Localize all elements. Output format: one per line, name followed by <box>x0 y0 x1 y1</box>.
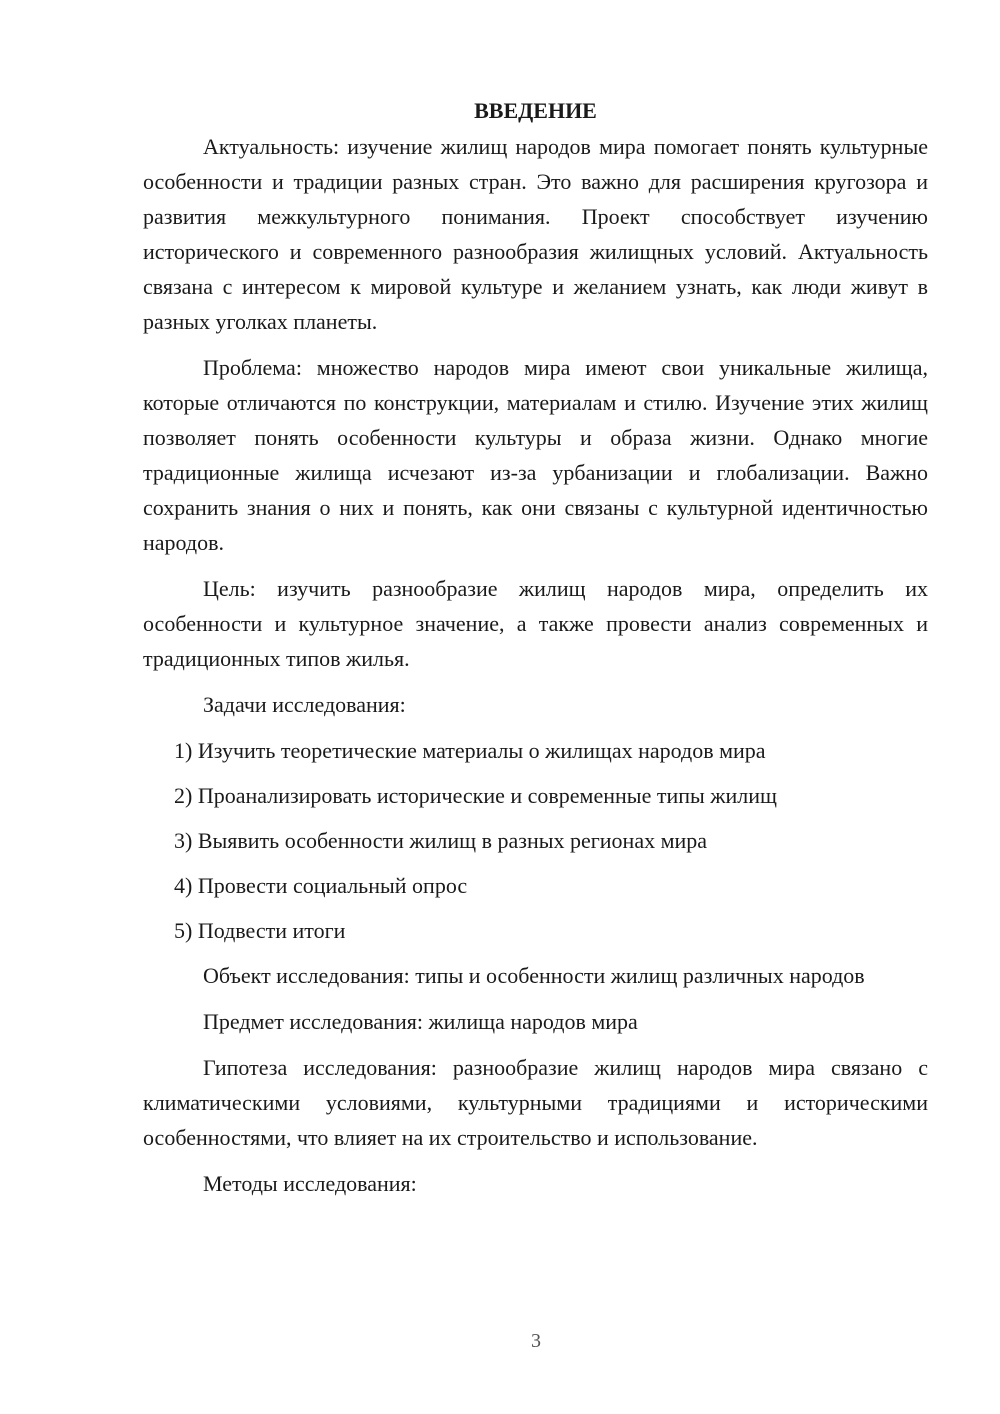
task-item: 3) Выявить особенности жилищ в разных регионах мира <box>174 828 708 853</box>
document-page <box>143 93 928 1212</box>
paragraph-goal: Цель: изучить разнообразие жилищ народов мира, определить их особенности и культурное значение, а также провести анализ современных и традиционных типов жилья. <box>143 576 928 671</box>
task-item: 5) Подвести итоги <box>174 918 346 943</box>
paragraph-relevance: Актуальность: изучение жилищ народов мира помогает понять культурные особенности и традиции разных стран. Это важно для расширения кругозора и развития межкультурного понимания. Проект способствует изучению исторического и современного разнообразия жилищных условий. Актуальность связана с интересом к мировой культуре и желанием узнать, как люди живут в разных уголках планеты. <box>143 134 928 334</box>
methods-heading: Методы исследования: <box>203 1171 417 1196</box>
task-item: 1) Изучить теоретические материалы о жилищах народов мира <box>174 738 766 763</box>
paragraph-subject: Предмет исследования: жилища народов мира <box>203 1009 638 1034</box>
paragraph-hypothesis: Гипотеза исследования: разнообразие жилищ народов мира связано с климатическими условиями, культурными традициями и историческими особенностями, что влияет на их строительство и использование. <box>143 1055 928 1150</box>
tasks-list <box>143 733 928 948</box>
page-number: 3 <box>531 1330 541 1352</box>
task-item: 4) Провести социальный опрос <box>174 873 468 898</box>
tasks-heading: Задачи исследования: <box>203 692 406 717</box>
paragraph-problem: Проблема: множество народов мира имеют свои уникальные жилища, которые отличаются по конструкции, материалам и стилю. Изучение этих жилищ позволяет понять особенности культуры и образа жизни. Однако многие традиционные жилища исчезают из-за урбанизации и глобализации. Важно сохранить знания о них и понять, как они связаны с культурной идентичностью народов. <box>143 355 928 555</box>
task-item: 2) Проанализировать исторические и современные типы жилищ <box>174 783 777 808</box>
paragraph-object: Объект исследования: типы и особенности жилищ различных народов <box>203 963 865 988</box>
page-title: ВВЕДЕНИЕ <box>474 98 597 123</box>
